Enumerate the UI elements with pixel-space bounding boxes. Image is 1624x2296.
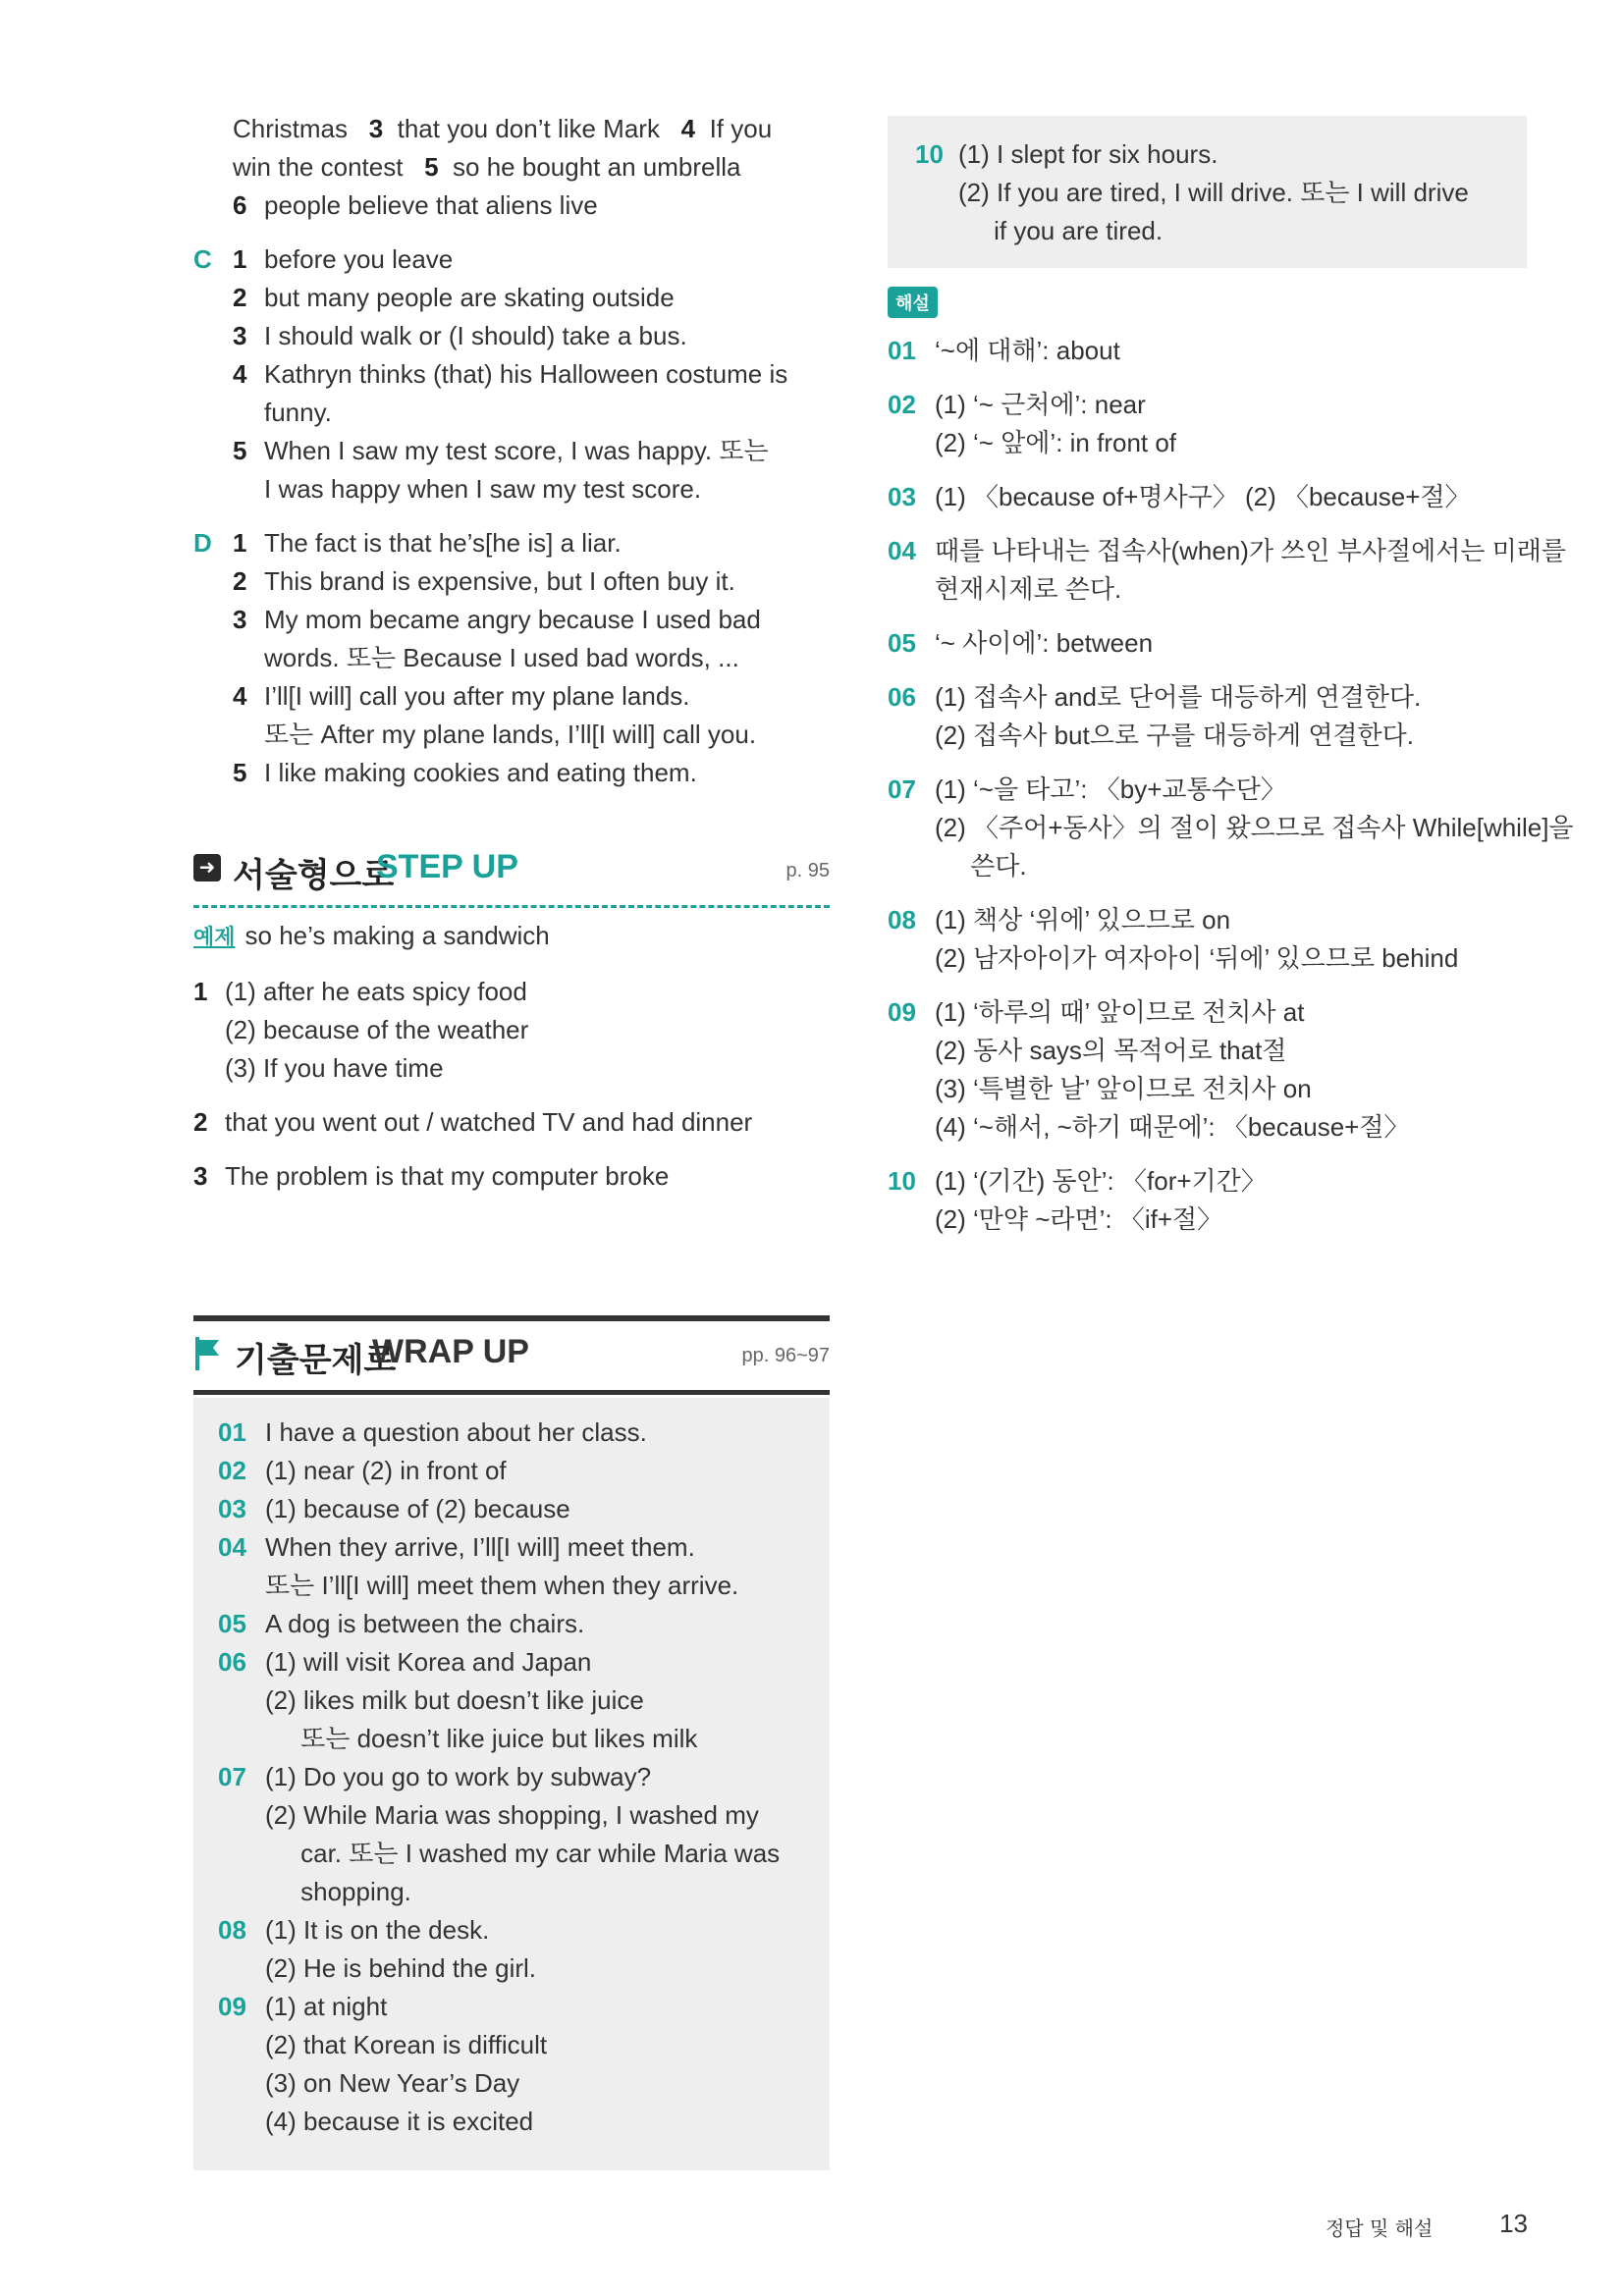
list-item: but many people are skating outside [264,283,675,312]
explanation-list: 01 ‘~에 대해’: about 02 (1) ‘~ 근처에’: near (2) ‘~ 앞에’: in front of 03 (1) 〈because of+명사구〉 (2) 〈because+절〉 04 때를 나타내는 접속사(when)가 쓰인 부사절에서는 미래를 현재시제로 쓴다. 05 ‘~ 사이에’: between 06 (1) 접속사 and로 단어를 대등하게 연결한다. (2) 접속사 but으로 구를 대등하게 연결한다. 07 (1) ‘~을 타고’: 〈by+교통수단〉 (2) 〈주어+동사〉의 절이 왔으므로 접속사 While[while]을 쓴다. 08 (1) 책상 ‘위에’ 있으므로 on (2) 남자아이가 여자아이 ‘뒤에’ 있으므로 behind 09 (1) ‘하루의 때’ 앞이므로 전치사 at (2) 동사 says의 목적어로 that절 (3) ‘특별한 날’ 앞이므로 전치사 on (4) ‘~해서, ~하기 때문에’: 〈because+절〉 10 (1) ‘(기간) 동안’: 〈for+기간〉 (2) ‘만약 ~라면’: 〈if+절〉 [888,332,1536,1239]
section-b-item-6: 6 people believe that aliens live [233,190,598,220]
list-item: The problem is that my computer broke [225,1161,670,1191]
section-b-line1: Christmas 3 that you don’t like Mark 4 If you [233,114,773,143]
arrow-icon: ➜ [193,854,221,881]
section-d: D 1 The fact is that he’s[he is] a liar. 2 This brand is expensive, but I often buy it. 3 My mom became angry because I used bad words. 또는 Because I used bad words, ... 4 I’ll[I will] call you after my plane lands. 또는 After my plane lands, I’ll[I will] call you. 5 I like making cookies and eating them. [193,524,830,792]
list-item: (1) It is on the desk. [265,1915,490,1945]
list-item: (1) at night [265,1992,388,2021]
list-item: Kathryn thinks (that) his Halloween costume is [264,359,788,389]
list-item: I have a question about her class. [265,1417,647,1447]
answer-sections-bcd [193,110,830,792]
list-item: that you went out / watched TV and had dinner [225,1107,753,1137]
step-up-answers: 예제 so he’s making a sandwich 1 (1) after he eats spicy food (2) because of the weather (3) If you have time 2 that you went out / watched TV and had dinner 3 The problem is that my computer broke [193,917,830,1196]
step-up-title-en: STEP UP [376,848,518,885]
flag-icon [193,1337,223,1370]
list-item: (1) 책상 ‘위에’ 있으므로 on [935,905,1231,934]
wrap-up-header [193,1327,830,1382]
list-item: ‘~에 대해’: about [935,336,1120,365]
list-item: (1) ‘~ 근처에’: near [935,390,1146,419]
list-item: When they arrive, I’ll[I will] meet them. [265,1532,695,1562]
example-label: 예제 [193,926,236,950]
page-footer [1326,2205,1528,2244]
section-c: C 1 before you leave 2 but many people are skating outside 3 I should walk or (I should) take a bus. 4 Kathryn thinks (that) his Halloween costume is funny. 5 When I saw my test score, I was happy. 또는 I was happy when I saw my test score. [193,240,830,508]
list-item: (1) ‘(기간) 동안’: 〈for+기간〉 [935,1166,1267,1196]
step-up-page-ref: p. 95 [785,860,830,881]
wrap-up-top-rule [193,1315,830,1321]
list-item: When I saw my test score, I was happy. 또는 [264,436,769,465]
list-item: 때를 나타내는 접속사(when)가 쓰인 부사절에서는 미래를 [935,536,1567,565]
list-item: (1) near (2) in front of [265,1456,507,1485]
list-item: I should walk or (I should) take a bus. [264,321,687,350]
list-item: A dog is between the chairs. [265,1609,585,1638]
list-item: (1) 〈because of+명사구〉 (2) 〈because+절〉 [935,482,1471,511]
wrap-up-continued-box: 10 (1) I slept for six hours. (2) If you are tired, I will drive. 또는 I will drive if you are tired. [888,116,1527,268]
list-item: I like making cookies and eating them. [264,758,697,787]
list-item: The fact is that he’s[he is] a liar. [264,528,622,558]
list-item: (1) will visit Korea and Japan [265,1647,592,1677]
list-item: (1) 접속사 and로 단어를 대등하게 연결한다. [935,682,1422,712]
list-item: (1) because of (2) because [265,1494,570,1523]
page-number: 13 [1499,2209,1528,2238]
footer-label: 정답 및 해설 [1326,2216,1434,2240]
wrap-up-title-en: WRAP UP [372,1333,529,1370]
list-item: I’ll[I will] call you after my plane lands. [264,681,690,711]
list-item: This brand is expensive, but I often buy it. [264,566,735,596]
step-up-divider [193,905,830,908]
wrap-up-answers: 01 I have a question about her class. 02 (1) near (2) in front of 03 (1) because of (2) because 04 When they arrive, I’ll[I will] meet them. 또는 I’ll[I will] meet them when they arrive. 05 A dog is between the chairs. 06 (1) will visit Korea and Japan (2) likes milk but doesn’t like juice 또는 doesn’t like juice but likes milk 07 (1) Do you go to work by subway? (2) While Maria was shopping, I washed my car. 또는 I washed my car while Maria was shopping. 08 (1) It is on the desk. (2) He is behind the girl. 09 (1) at night (2) that Korean is difficult (3) on New Year’s Day (4) because it is excited [218,1414,817,2141]
step-up-example: 예제 so he’s making a sandwich [193,921,550,950]
list-item: (1) ‘하루의 때’ 앞이므로 전치사 at [935,997,1305,1027]
step-up-header [193,846,830,893]
list-item: (1) I slept for six hours. [958,139,1218,169]
section-b-line2: win the contest 5 so he bought an umbrella [233,152,741,182]
wrap-up-title-ko: 기출문제로 [235,1341,397,1380]
list-item: (1) after he eats spicy food [225,977,527,1006]
list-item: (1) ‘~을 타고’: 〈by+교통수단〉 [935,774,1286,804]
explanation-badge: 해설 [888,287,938,318]
wrap-up-page-ref: pp. 96~97 [741,1345,830,1366]
list-item: before you leave [264,244,454,274]
step-up-title-ko: 서술형으로 [233,856,395,895]
section-d-label: D [193,528,212,558]
section-c-label: C [193,244,212,274]
list-item: ‘~ 사이에’: between [935,628,1154,658]
wrap-up-bottom-rule [193,1390,830,1395]
list-item: My mom became angry because I used bad [264,605,761,634]
list-item: (1) Do you go to work by subway? [265,1762,652,1791]
